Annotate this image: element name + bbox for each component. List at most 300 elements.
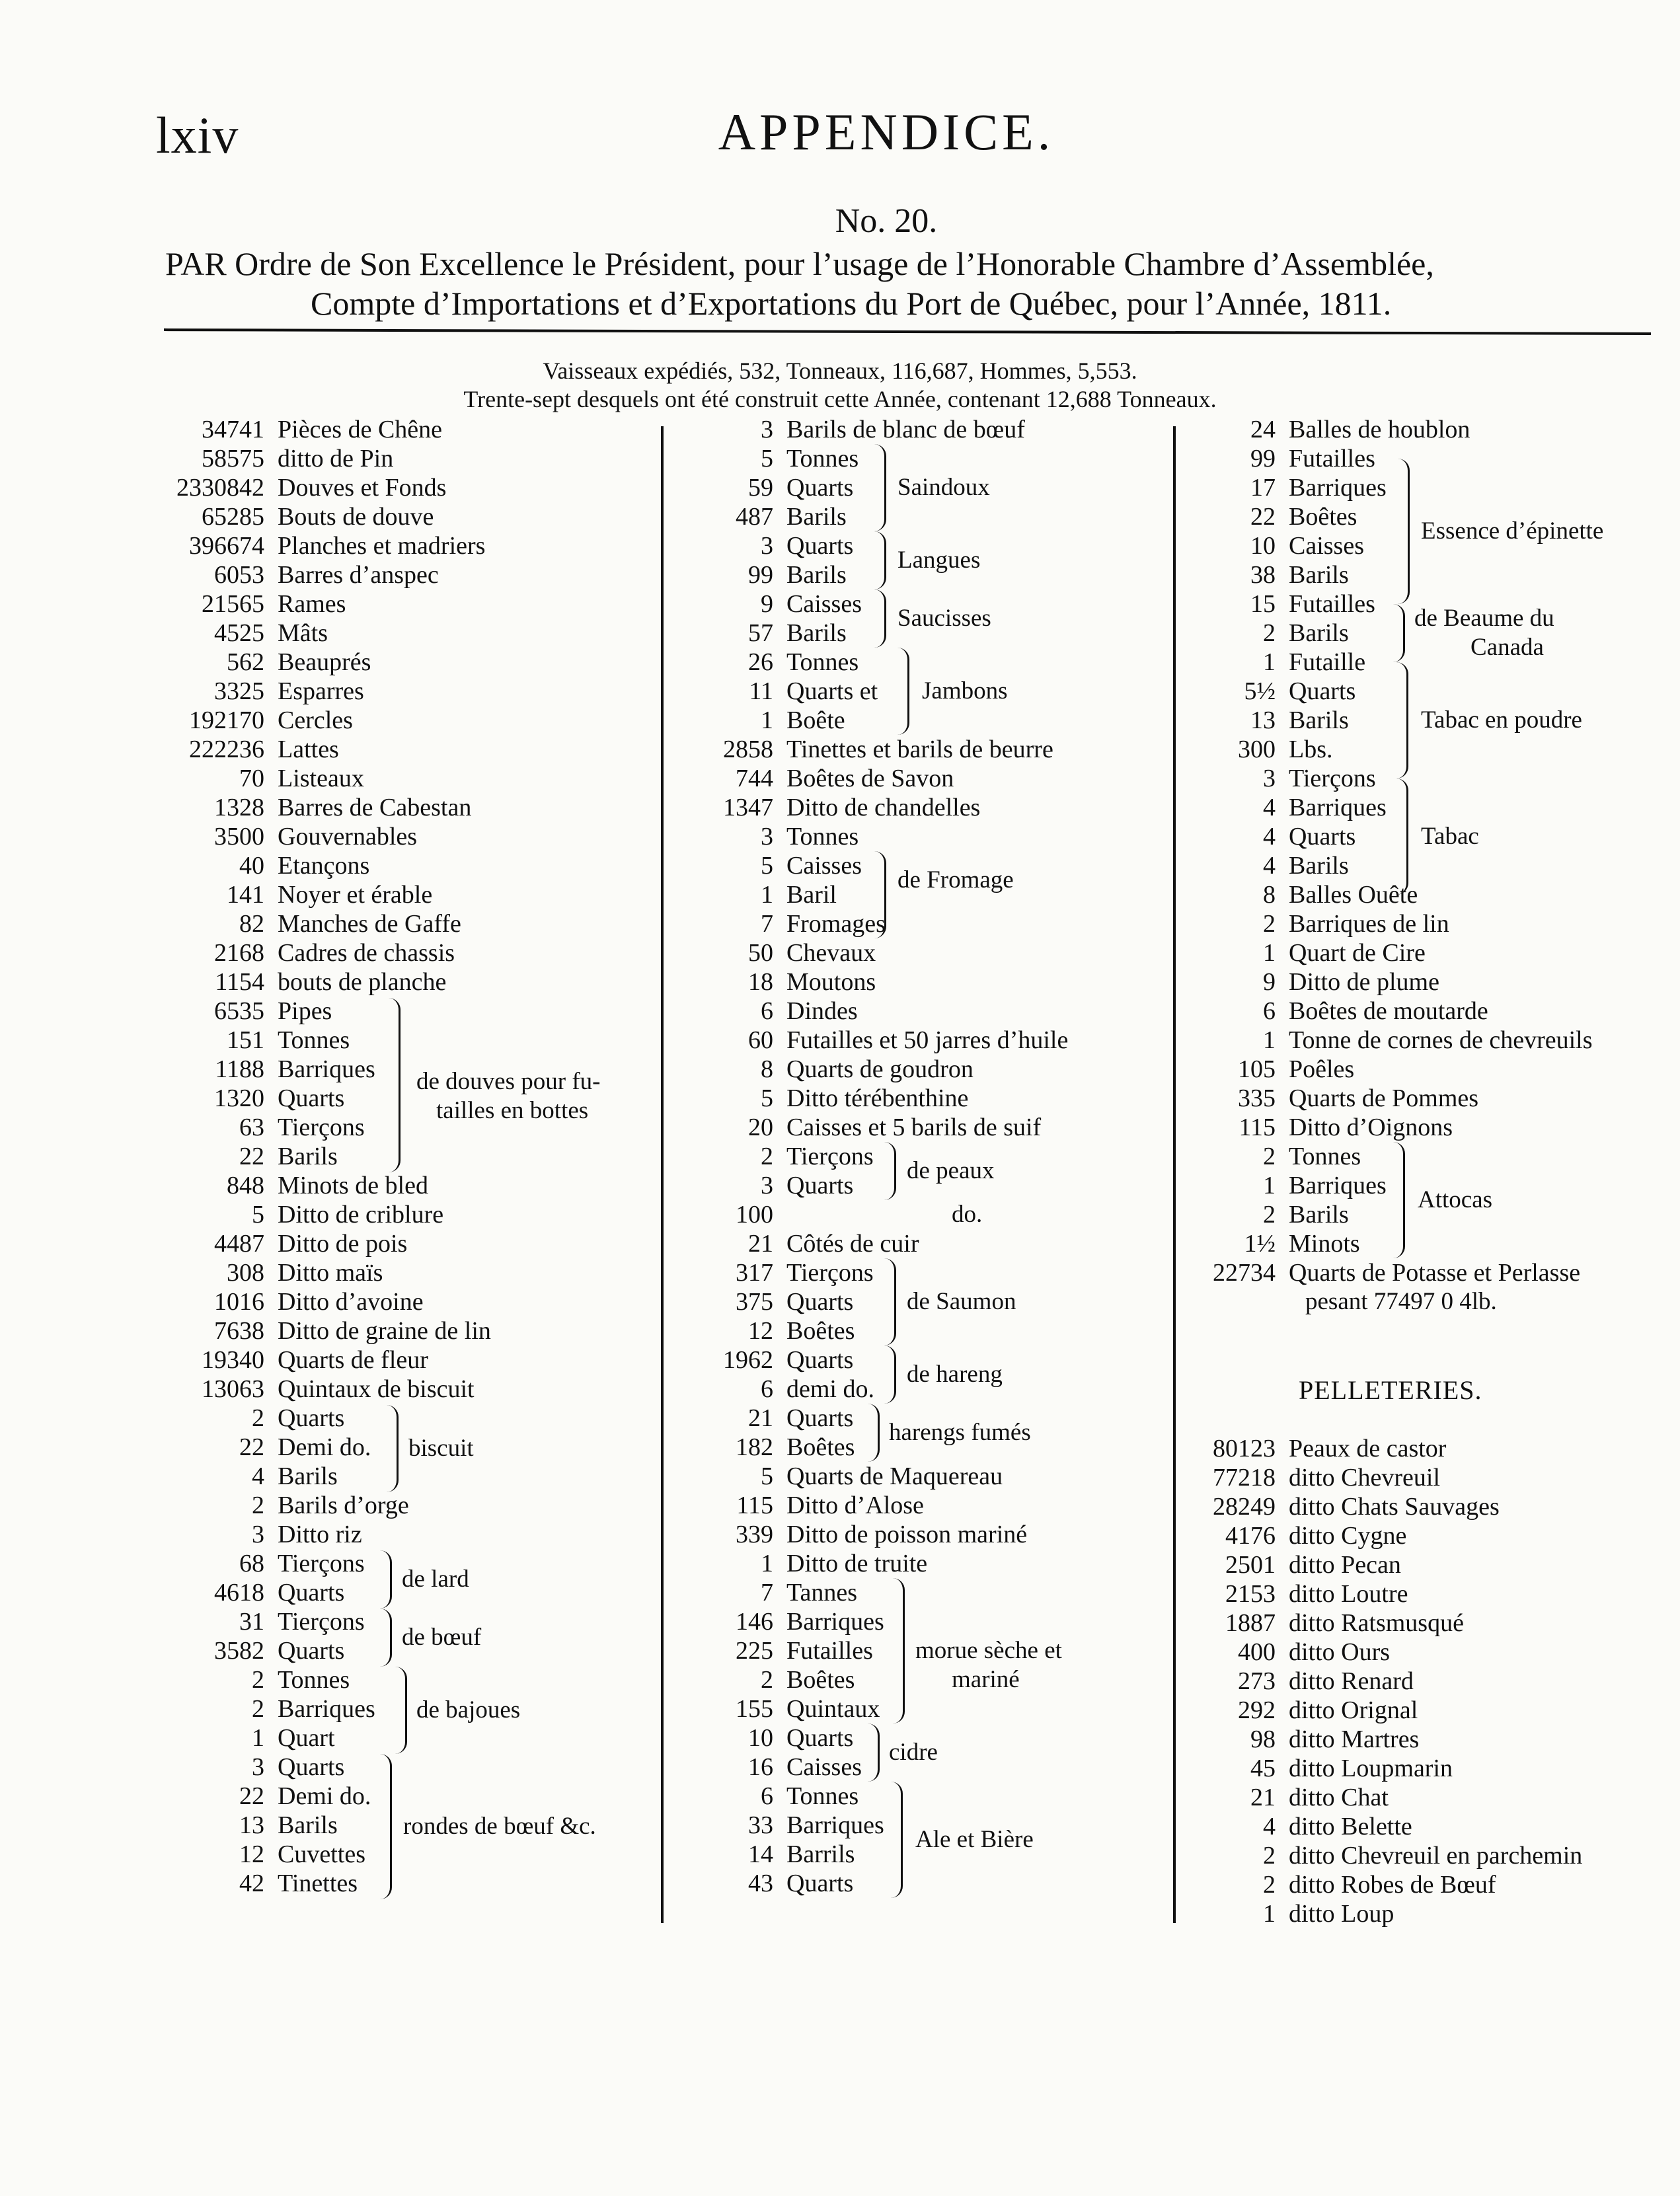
col1-row <box>152 967 654 997</box>
col3-row <box>1183 997 1672 1026</box>
col1-row <box>152 1258 654 1287</box>
item-label: Tonnes <box>1289 1143 1361 1170</box>
item-label: Barriques <box>786 1608 884 1636</box>
item-label: Demi do. <box>278 1782 371 1810</box>
col1-row <box>152 1026 654 1055</box>
item-label: Minots de bled <box>278 1172 428 1199</box>
quantity: 400 <box>1238 1638 1276 1666</box>
group-cidre: cidre <box>889 1739 938 1766</box>
quantity: 1 <box>1263 1900 1276 1928</box>
quantity: 58575 <box>202 445 264 473</box>
item-label: Balles Ouête <box>1289 881 1418 909</box>
col3-row <box>1183 444 1672 473</box>
item-label: Barils <box>786 561 847 589</box>
quantity: 82 <box>239 910 264 938</box>
item-label: Boêtes <box>1289 503 1357 531</box>
col1-row <box>152 793 654 822</box>
col1-row <box>152 473 654 502</box>
item-label: Ditto riz <box>278 1521 362 1548</box>
col2-row <box>668 1200 1183 1229</box>
pelleteries-row <box>1183 1783 1672 1812</box>
item-label: Quarts et <box>786 677 878 705</box>
quantity: 335 <box>1238 1084 1276 1112</box>
quantity: 292 <box>1238 1696 1276 1724</box>
quantity: 26 <box>748 648 773 676</box>
col3-row <box>1183 1084 1672 1113</box>
item-label: Tierçons <box>786 1143 874 1170</box>
quantity: 146 <box>736 1608 773 1636</box>
quantity: 34741 <box>202 416 264 443</box>
item-label: Poêles <box>1289 1055 1355 1083</box>
quantity: 42 <box>239 1870 264 1897</box>
item-label: Quintaux de biscuit <box>278 1375 475 1403</box>
col2-row <box>668 764 1183 793</box>
quantity: 45 <box>1250 1755 1276 1782</box>
group-morue-line2: mariné <box>952 1666 1020 1693</box>
col1-row <box>152 1782 654 1811</box>
quantity: 300 <box>1238 736 1276 763</box>
col2-row <box>668 938 1183 967</box>
brace-cidre <box>866 1723 880 1782</box>
col2-row <box>668 909 1183 938</box>
item-label: Tonnes <box>786 648 859 676</box>
quantity: 6053 <box>214 561 264 589</box>
quantity: 2501 <box>1225 1551 1276 1579</box>
quantity: 68 <box>239 1550 264 1577</box>
item-label: ditto Chats Sauvages <box>1289 1493 1500 1521</box>
quantity: 4525 <box>214 619 264 647</box>
col1-row <box>152 589 654 619</box>
quantity: 100 <box>736 1201 773 1229</box>
col1-row <box>152 1229 654 1258</box>
quantity: 6 <box>1263 997 1276 1025</box>
item-label: Quarts de Pommes <box>1289 1084 1479 1112</box>
col1-row <box>152 822 654 851</box>
pelleteries-row <box>1183 1725 1672 1754</box>
col1-row <box>152 560 654 589</box>
col3-row <box>1183 880 1672 909</box>
summary-line-1: Vaisseaux expédiés, 532, Tonneaux, 116,687, Hommes, 5,553. <box>543 358 1137 384</box>
quantity: 4 <box>1263 794 1276 821</box>
item-label: Quarts de Potasse et Perlasse <box>1289 1259 1581 1287</box>
item-label: ditto de Pin <box>278 445 394 473</box>
col1-row <box>152 1869 654 1898</box>
col2-row <box>668 1520 1183 1549</box>
item-label: Chevaux <box>786 939 876 967</box>
quantity: 77218 <box>1213 1464 1276 1492</box>
quantity: 1887 <box>1225 1609 1276 1637</box>
col1-row <box>152 415 654 444</box>
item-label: Tannes <box>786 1579 858 1607</box>
quantity: 1 <box>1263 939 1276 967</box>
item-label: Tierçons <box>1289 765 1376 792</box>
item-label: Barils <box>1289 706 1349 734</box>
col3-row <box>1183 764 1672 793</box>
group-tabac-poudre: Tabac en poudre <box>1421 706 1582 734</box>
quantity: 18 <box>748 968 773 996</box>
col1-row <box>152 1404 654 1433</box>
col2-row <box>668 1694 1183 1723</box>
quantity: 21 <box>1250 1784 1276 1811</box>
col1-row <box>152 1520 654 1549</box>
col2-row <box>668 706 1183 735</box>
item-label: Caisses <box>1289 532 1364 560</box>
item-label: Dindes <box>786 997 858 1025</box>
item-label: Ditto d’Alose <box>786 1492 924 1519</box>
col3-row <box>1183 648 1672 677</box>
group-lard: de lard <box>402 1566 469 1593</box>
quantity: 105 <box>1238 1055 1276 1083</box>
item-label: Bouts de douve <box>278 503 434 531</box>
item-label: Tonnes <box>786 1782 859 1810</box>
pelleteries-row <box>1183 1870 1672 1899</box>
col2-row <box>668 1607 1183 1636</box>
quantity: 225 <box>736 1637 773 1665</box>
quantity: 151 <box>227 1026 264 1054</box>
group-saucisses: Saucisses <box>897 605 991 632</box>
item-label: Ditto de criblure <box>278 1201 444 1229</box>
col1-row <box>152 619 654 648</box>
item-label: Futailles <box>1289 445 1375 473</box>
col1-row <box>152 851 654 880</box>
quantity: 4487 <box>214 1230 264 1258</box>
group-douves-line2: tailles en bottes <box>436 1097 589 1124</box>
item-label: Boêtes <box>786 1433 855 1461</box>
brace-saumon <box>882 1258 896 1345</box>
pelleteries-row <box>1183 1812 1672 1841</box>
quantity: 6 <box>761 1375 773 1403</box>
col2-row <box>668 997 1183 1026</box>
quantity: 4618 <box>214 1579 264 1607</box>
item-label: Quarts <box>278 1579 345 1607</box>
group-bajoues: de bajoues <box>416 1696 521 1723</box>
group-morue-line1: morue sèche et <box>915 1637 1062 1664</box>
quantity: 4 <box>252 1462 264 1490</box>
quantity: 3325 <box>214 677 264 705</box>
col1-row <box>152 1171 654 1200</box>
item-label: Caisses <box>786 590 862 618</box>
pelleteries-row <box>1183 1434 1672 1463</box>
column-divider-left <box>661 426 664 1923</box>
col1-row <box>152 1840 654 1869</box>
col1-row <box>152 1142 654 1171</box>
pelleteries-row <box>1183 1667 1672 1696</box>
item-label: Barils <box>1289 852 1349 880</box>
brace-beaume <box>1391 604 1405 662</box>
quantity: 3 <box>761 823 773 851</box>
item-label: Quarts <box>786 1870 854 1897</box>
quantity: 24 <box>1250 416 1276 443</box>
item-label: Quarts <box>278 1637 345 1665</box>
quantity: 11 <box>749 677 773 705</box>
item-label: Quarts <box>786 1724 854 1752</box>
item-label: Boête <box>786 706 845 734</box>
col2-row <box>668 415 1183 444</box>
col3-row <box>1183 1113 1672 1142</box>
group-epinette: Essence d’épinette <box>1421 517 1604 545</box>
item-label: Tonne de cornes de chevreuils <box>1289 1026 1593 1054</box>
quantity: 63 <box>239 1114 264 1141</box>
quantity: 2 <box>1263 910 1276 938</box>
quantity: 10 <box>1250 532 1276 560</box>
col3-row <box>1183 735 1672 764</box>
quantity: 2858 <box>723 736 773 763</box>
quantity: 40 <box>239 852 264 880</box>
quantity: 5½ <box>1244 677 1276 705</box>
quantity: 60 <box>748 1026 773 1054</box>
heading-line-2: Compte d’Importations et d’Exportations du Port de Québec, pour l’Année, 1811. <box>311 285 1392 322</box>
group-attocas: Attocas <box>1418 1186 1493 1213</box>
brace-biscuit <box>385 1405 399 1492</box>
quantity: 155 <box>736 1695 773 1723</box>
item-label: Barrils <box>786 1840 855 1868</box>
item-label: Rames <box>278 590 346 618</box>
quantity: 3 <box>252 1753 264 1781</box>
pelleteries-row <box>1183 1638 1672 1667</box>
col2-row <box>668 1055 1183 1084</box>
item-label: Côtés de cuir <box>786 1230 919 1258</box>
col1-row <box>152 531 654 560</box>
quantity: 375 <box>736 1288 773 1316</box>
quantity: 59 <box>748 474 773 502</box>
pelleteries-row <box>1183 1463 1672 1492</box>
quantity: 273 <box>1238 1667 1276 1695</box>
col1-row <box>152 1316 654 1345</box>
item-label: Beauprés <box>278 648 371 676</box>
item-label: Ditto de poisson mariné <box>786 1521 1028 1548</box>
item-label: Ditto de pois <box>278 1230 408 1258</box>
brace-peaux <box>882 1142 896 1200</box>
item-label: Barriques <box>278 1055 375 1083</box>
quantity: 15 <box>1250 590 1276 618</box>
col2-row <box>668 1549 1183 1578</box>
item-label: ditto Loutre <box>1289 1580 1408 1608</box>
col3-row <box>1183 415 1672 444</box>
item-label: Barils d’orge <box>278 1492 409 1519</box>
quantity: 28249 <box>1213 1493 1276 1521</box>
pelleteries-row <box>1183 1696 1672 1725</box>
item-label: Tonnes <box>786 823 859 851</box>
col2-row <box>668 502 1183 531</box>
item-label: Moutons <box>786 968 876 996</box>
item-label: Quarts <box>278 1404 345 1432</box>
quantity: 1 <box>761 881 773 909</box>
item-label: ditto Ours <box>1289 1638 1391 1666</box>
item-label: Quarts <box>786 1288 854 1316</box>
quantity: 2330842 <box>176 474 264 502</box>
pelleteries-heading: PELLETERIES. <box>1299 1375 1482 1405</box>
quantity: 2 <box>761 1666 773 1694</box>
item-label: Noyer et érable <box>278 881 433 909</box>
quantity: 12 <box>748 1317 773 1345</box>
quantity: 3 <box>761 532 773 560</box>
quantity: 12 <box>239 1840 264 1868</box>
item-label: Mâts <box>278 619 328 647</box>
quantity: 3 <box>761 1172 773 1199</box>
quantity: 308 <box>227 1259 264 1287</box>
quantity: 99 <box>748 561 773 589</box>
brace-lard <box>378 1550 392 1609</box>
col1-row <box>152 938 654 967</box>
item-label: Barils <box>278 1811 338 1839</box>
quantity: 8 <box>761 1055 773 1083</box>
item-label: Boêtes de Savon <box>786 765 954 792</box>
item-label: ditto Ratsmusqué <box>1289 1609 1464 1637</box>
col1-row <box>152 502 654 531</box>
quantity: 22734 <box>1213 1259 1276 1287</box>
col1-row <box>152 444 654 473</box>
quantity: 21 <box>748 1230 773 1258</box>
col2-row <box>668 1084 1183 1113</box>
quantity: 222236 <box>189 736 264 763</box>
item-label: Futailles <box>1289 590 1375 618</box>
quantity: 21565 <box>202 590 264 618</box>
item-label: Tonnes <box>278 1666 350 1694</box>
col1-row <box>152 735 654 764</box>
group-biscuit: biscuit <box>408 1435 474 1462</box>
item-label: Barils <box>1289 561 1349 589</box>
item-label: Futailles <box>786 1637 873 1665</box>
pelleteries-row <box>1183 1609 1672 1638</box>
item-label: Quart <box>278 1724 335 1752</box>
quantity: 98 <box>1250 1725 1276 1753</box>
item-label: Cercles <box>278 706 353 734</box>
quantity: 2 <box>252 1695 264 1723</box>
item-label: Barils <box>1289 1201 1349 1229</box>
col2-row <box>668 1258 1183 1287</box>
item-label: Ditto de truite <box>786 1550 928 1577</box>
item-label: Douves et Fonds <box>278 474 447 502</box>
item-label: Barriques <box>278 1695 375 1723</box>
quantity: 70 <box>239 765 264 792</box>
item-label: Barils <box>278 1143 338 1170</box>
col2-row <box>668 1316 1183 1345</box>
quantity: 396674 <box>189 532 264 560</box>
quantity: 317 <box>736 1259 773 1287</box>
group-hareng: de hareng <box>907 1361 1003 1388</box>
item-label: Manches de Gaffe <box>278 910 461 938</box>
item-label: Barriques de lin <box>1289 910 1449 938</box>
item-label: Quarts <box>786 1404 854 1432</box>
quantity: 13063 <box>202 1375 264 1403</box>
item-label: ditto Pecan <box>1289 1551 1401 1579</box>
item-label: ditto Renard <box>1289 1667 1414 1695</box>
item-label: Quarts <box>786 1346 854 1374</box>
group-saindoux: Saindoux <box>897 474 990 501</box>
item-label: Listeaux <box>278 765 364 792</box>
item-label: ditto Cygne <box>1289 1522 1407 1550</box>
col2-row <box>668 1578 1183 1607</box>
item-label: Pipes <box>278 997 332 1025</box>
col3-row <box>1183 967 1672 997</box>
quantity: 1½ <box>1244 1230 1276 1258</box>
item-label: Quarts <box>786 1172 854 1199</box>
brace-tabac-poudre <box>1394 662 1408 778</box>
item-label: Peaux de castor <box>1289 1435 1447 1462</box>
quantity: 4176 <box>1225 1522 1276 1550</box>
page-number: lxiv <box>156 106 239 164</box>
item-label: Barres d’anspec <box>278 561 439 589</box>
item-label: Esparres <box>278 677 364 705</box>
col2-row <box>668 1462 1183 1491</box>
quantity: 5 <box>761 852 773 880</box>
document-number: No. 20. <box>835 202 938 240</box>
quantity: 2153 <box>1225 1580 1276 1608</box>
col3-row <box>1183 851 1672 880</box>
quantity: 17 <box>1250 474 1276 502</box>
item-label: Barils <box>786 619 847 647</box>
item-label: Barils <box>786 503 847 531</box>
brace-hareng <box>882 1345 896 1404</box>
quantity: 2 <box>1263 619 1276 647</box>
quantity: 57 <box>748 619 773 647</box>
item-label: Tierçons <box>278 1114 365 1141</box>
summary-line-2: Trente-sept desquels ont été construit cette Année, contenant 12,688 Tonneaux. <box>463 386 1217 412</box>
col1-row <box>152 1433 654 1462</box>
item-label: Tierçons <box>278 1550 365 1577</box>
quantity: 1154 <box>215 968 264 996</box>
item-label: Barriques <box>1289 474 1387 502</box>
item-label: Quarts <box>278 1753 345 1781</box>
col2-row <box>668 967 1183 997</box>
quantity: 7 <box>761 1579 773 1607</box>
item-label: Etançons <box>278 852 370 880</box>
item-label: ditto Loup <box>1289 1900 1394 1928</box>
brace-douves <box>387 998 401 1172</box>
brace-attocas <box>1391 1142 1405 1258</box>
quantity: 10 <box>748 1724 773 1752</box>
item-label: Tinettes et barils de beurre <box>786 736 1053 763</box>
item-label: Gouvernables <box>278 823 418 851</box>
col3-row <box>1183 793 1672 822</box>
item-label: Barils <box>278 1462 338 1490</box>
quantity: 4 <box>1263 823 1276 851</box>
quantity: 14 <box>748 1840 773 1868</box>
col3-row <box>1183 909 1672 938</box>
group-douves-line1: de douves pour fu- <box>416 1068 601 1095</box>
item-label: Fromages <box>786 910 886 938</box>
quantity: 339 <box>736 1521 773 1548</box>
group-ale: Ale et Bière <box>915 1826 1034 1853</box>
col2-row <box>668 1113 1183 1142</box>
brace-epinette <box>1396 459 1410 604</box>
group-harengs-fumes: harengs fumés <box>889 1419 1031 1446</box>
group-peaux-do: do. <box>952 1201 983 1228</box>
quantity: 80123 <box>1213 1435 1276 1462</box>
col2-row <box>668 1665 1183 1694</box>
col1-row <box>152 1375 654 1404</box>
item-label: Lattes <box>278 736 339 763</box>
quantity: 4 <box>1263 852 1276 880</box>
item-label: ditto Chat <box>1289 1784 1389 1811</box>
item-label: Boêtes <box>786 1666 855 1694</box>
col1-row <box>152 648 654 677</box>
quantity: 6 <box>761 1782 773 1810</box>
col2-row <box>668 822 1183 851</box>
item-label: Barils <box>1289 619 1349 647</box>
quantity: 562 <box>227 648 264 676</box>
col1-row <box>152 1753 654 1782</box>
item-label: Balles de houblon <box>1289 416 1470 443</box>
item-label: Quintaux <box>786 1695 880 1723</box>
col1-row <box>152 677 654 706</box>
quantity: 744 <box>736 765 773 792</box>
quantity: 1 <box>252 1724 264 1752</box>
group-fromage: de Fromage <box>897 866 1014 893</box>
quantity: 22 <box>1250 503 1276 531</box>
brace-bajoues <box>393 1667 407 1754</box>
quantity: 2 <box>252 1404 264 1432</box>
